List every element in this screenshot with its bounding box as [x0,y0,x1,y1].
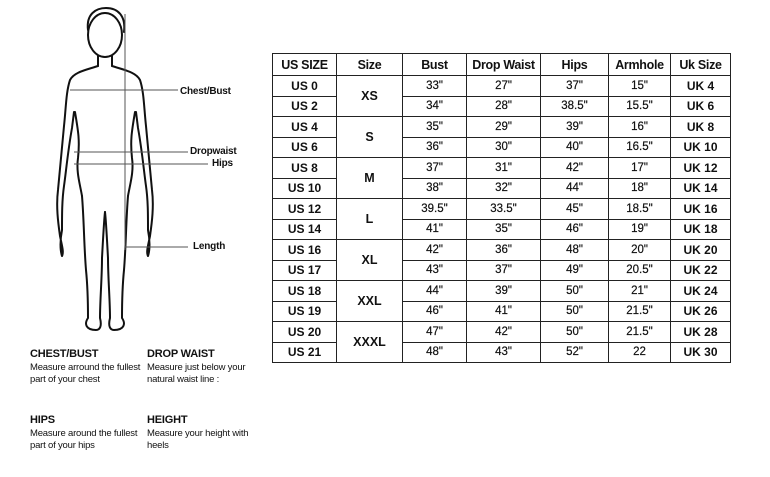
drop-waist-cell: 39" [467,281,541,302]
armhole-cell: 22 [609,342,671,363]
drop-waist-cell: 35" [467,219,541,240]
drop-waist-cell: 32" [467,178,541,199]
bust-cell: 46" [403,301,467,322]
bust-cell: 44" [403,281,467,302]
us-size-cell: US 14 [273,219,337,240]
size-group-cell: M [337,158,403,199]
armhole-cell: 21.5" [609,301,671,322]
hips-cell: 44" [541,178,609,199]
us-size-cell: US 21 [273,342,337,363]
note-title: HIPS [30,414,55,426]
bust-cell: 41" [403,219,467,240]
header-bust: Bust [403,54,467,76]
note-drop-waist [147,348,267,386]
hips-cell: 50" [541,281,609,302]
hips-cell: 42" [541,158,609,179]
us-size-cell: US 16 [273,240,337,261]
bust-cell: 33" [403,76,467,97]
armhole-cell: 16" [609,117,671,138]
size-group-cell: S [337,117,403,158]
hips-cell: 38.5" [541,96,609,117]
bust-cell: 42" [403,240,467,261]
armhole-cell: 15.5" [609,96,671,117]
hips-cell: 50" [541,322,609,343]
note-text: Measure your height with heels [147,428,249,451]
bust-cell: 48" [403,342,467,363]
armhole-cell: 21.5" [609,322,671,343]
table-row [273,76,731,97]
uk-size-cell: UK 22 [671,260,731,281]
uk-size-cell: UK 4 [671,76,731,97]
bust-cell: 43" [403,260,467,281]
drop-waist-cell: 43" [467,342,541,363]
note-title: CHEST/BUST [30,348,99,360]
hips-cell: 37" [541,76,609,97]
table-row [273,199,731,220]
hips-cell: 46" [541,219,609,240]
bust-cell: 36" [403,137,467,158]
uk-size-cell: UK 10 [671,137,731,158]
armhole-cell: 17" [609,158,671,179]
note-height [147,414,267,452]
note-hips [30,414,150,452]
armhole-cell: 18.5" [609,199,671,220]
uk-size-cell: UK 16 [671,199,731,220]
uk-size-cell: UK 8 [671,117,731,138]
size-group-cell: XL [337,240,403,281]
size-group-cell: XXL [337,281,403,322]
uk-size-cell: UK 18 [671,219,731,240]
note-title: HEIGHT [147,414,188,426]
uk-size-cell: UK 30 [671,342,731,363]
drop-waist-cell: 29" [467,117,541,138]
length-callout: Length [193,241,226,252]
uk-size-cell: UK 14 [671,178,731,199]
hips-cell: 48" [541,240,609,261]
table-row [273,322,731,343]
hips-callout: Hips [212,158,233,169]
armhole-cell: 18" [609,178,671,199]
us-size-cell: US 2 [273,96,337,117]
bust-cell: 34" [403,96,467,117]
size-group-cell: XXXL [337,322,403,363]
armhole-cell: 15" [609,76,671,97]
uk-size-cell: UK 6 [671,96,731,117]
uk-size-cell: UK 28 [671,322,731,343]
armhole-cell: 16.5" [609,137,671,158]
size-chart-table [272,53,731,363]
us-size-cell: US 8 [273,158,337,179]
uk-size-cell: UK 24 [671,281,731,302]
size-group-cell: L [337,199,403,240]
bust-cell: 35" [403,117,467,138]
chest-callout: Chest/Bust [180,86,231,97]
hips-cell: 50" [541,301,609,322]
bust-cell: 39.5" [403,199,467,220]
bust-cell: 47" [403,322,467,343]
us-size-cell: US 12 [273,199,337,220]
table-row [273,281,731,302]
armhole-cell: 20.5" [609,260,671,281]
header-armhole: Armhole [609,54,671,76]
us-size-cell: US 0 [273,76,337,97]
header-uk-size: Uk Size [671,54,731,76]
note-text: Measure around the fullest part of your hips [30,428,138,451]
note-text: Measure arround the fullest part of your chest [30,362,141,385]
drop-waist-cell: 41" [467,301,541,322]
us-size-cell: US 6 [273,137,337,158]
header-drop-waist: Drop Waist [467,54,541,76]
table-header-row [273,54,731,76]
body-silhouette-icon [0,0,260,340]
armhole-cell: 21" [609,281,671,302]
hips-cell: 45" [541,199,609,220]
drop-waist-cell: 30" [467,137,541,158]
size-group-cell: XS [337,76,403,117]
armhole-cell: 20" [609,240,671,261]
us-size-cell: US 18 [273,281,337,302]
table-row [273,117,731,138]
header-us-size: US SIZE [273,54,337,76]
drop-waist-cell: 37" [467,260,541,281]
table-row [273,158,731,179]
hips-cell: 49" [541,260,609,281]
header-hips: Hips [541,54,609,76]
header-size: Size [337,54,403,76]
table-row [273,240,731,261]
note-chest [30,348,150,386]
drop-waist-cell: 27" [467,76,541,97]
drop-waist-cell: 33.5" [467,199,541,220]
hips-cell: 39" [541,117,609,138]
uk-size-cell: UK 20 [671,240,731,261]
us-size-cell: US 17 [273,260,337,281]
armhole-cell: 19" [609,219,671,240]
bust-cell: 37" [403,158,467,179]
drop-waist-cell: 28" [467,96,541,117]
us-size-cell: US 10 [273,178,337,199]
uk-size-cell: UK 12 [671,158,731,179]
note-title: DROP WAIST [147,348,215,360]
drop-waist-cell: 42" [467,322,541,343]
hips-cell: 52" [541,342,609,363]
body-measurement-figure [0,0,260,340]
us-size-cell: US 4 [273,117,337,138]
uk-size-cell: UK 26 [671,301,731,322]
us-size-cell: US 19 [273,301,337,322]
drop-waist-cell: 31" [467,158,541,179]
us-size-cell: US 20 [273,322,337,343]
dropwaist-callout: Dropwaist [190,146,237,157]
drop-waist-cell: 36" [467,240,541,261]
bust-cell: 38" [403,178,467,199]
hips-cell: 40" [541,137,609,158]
note-text: Measure just below your natural waist line : [147,362,246,385]
